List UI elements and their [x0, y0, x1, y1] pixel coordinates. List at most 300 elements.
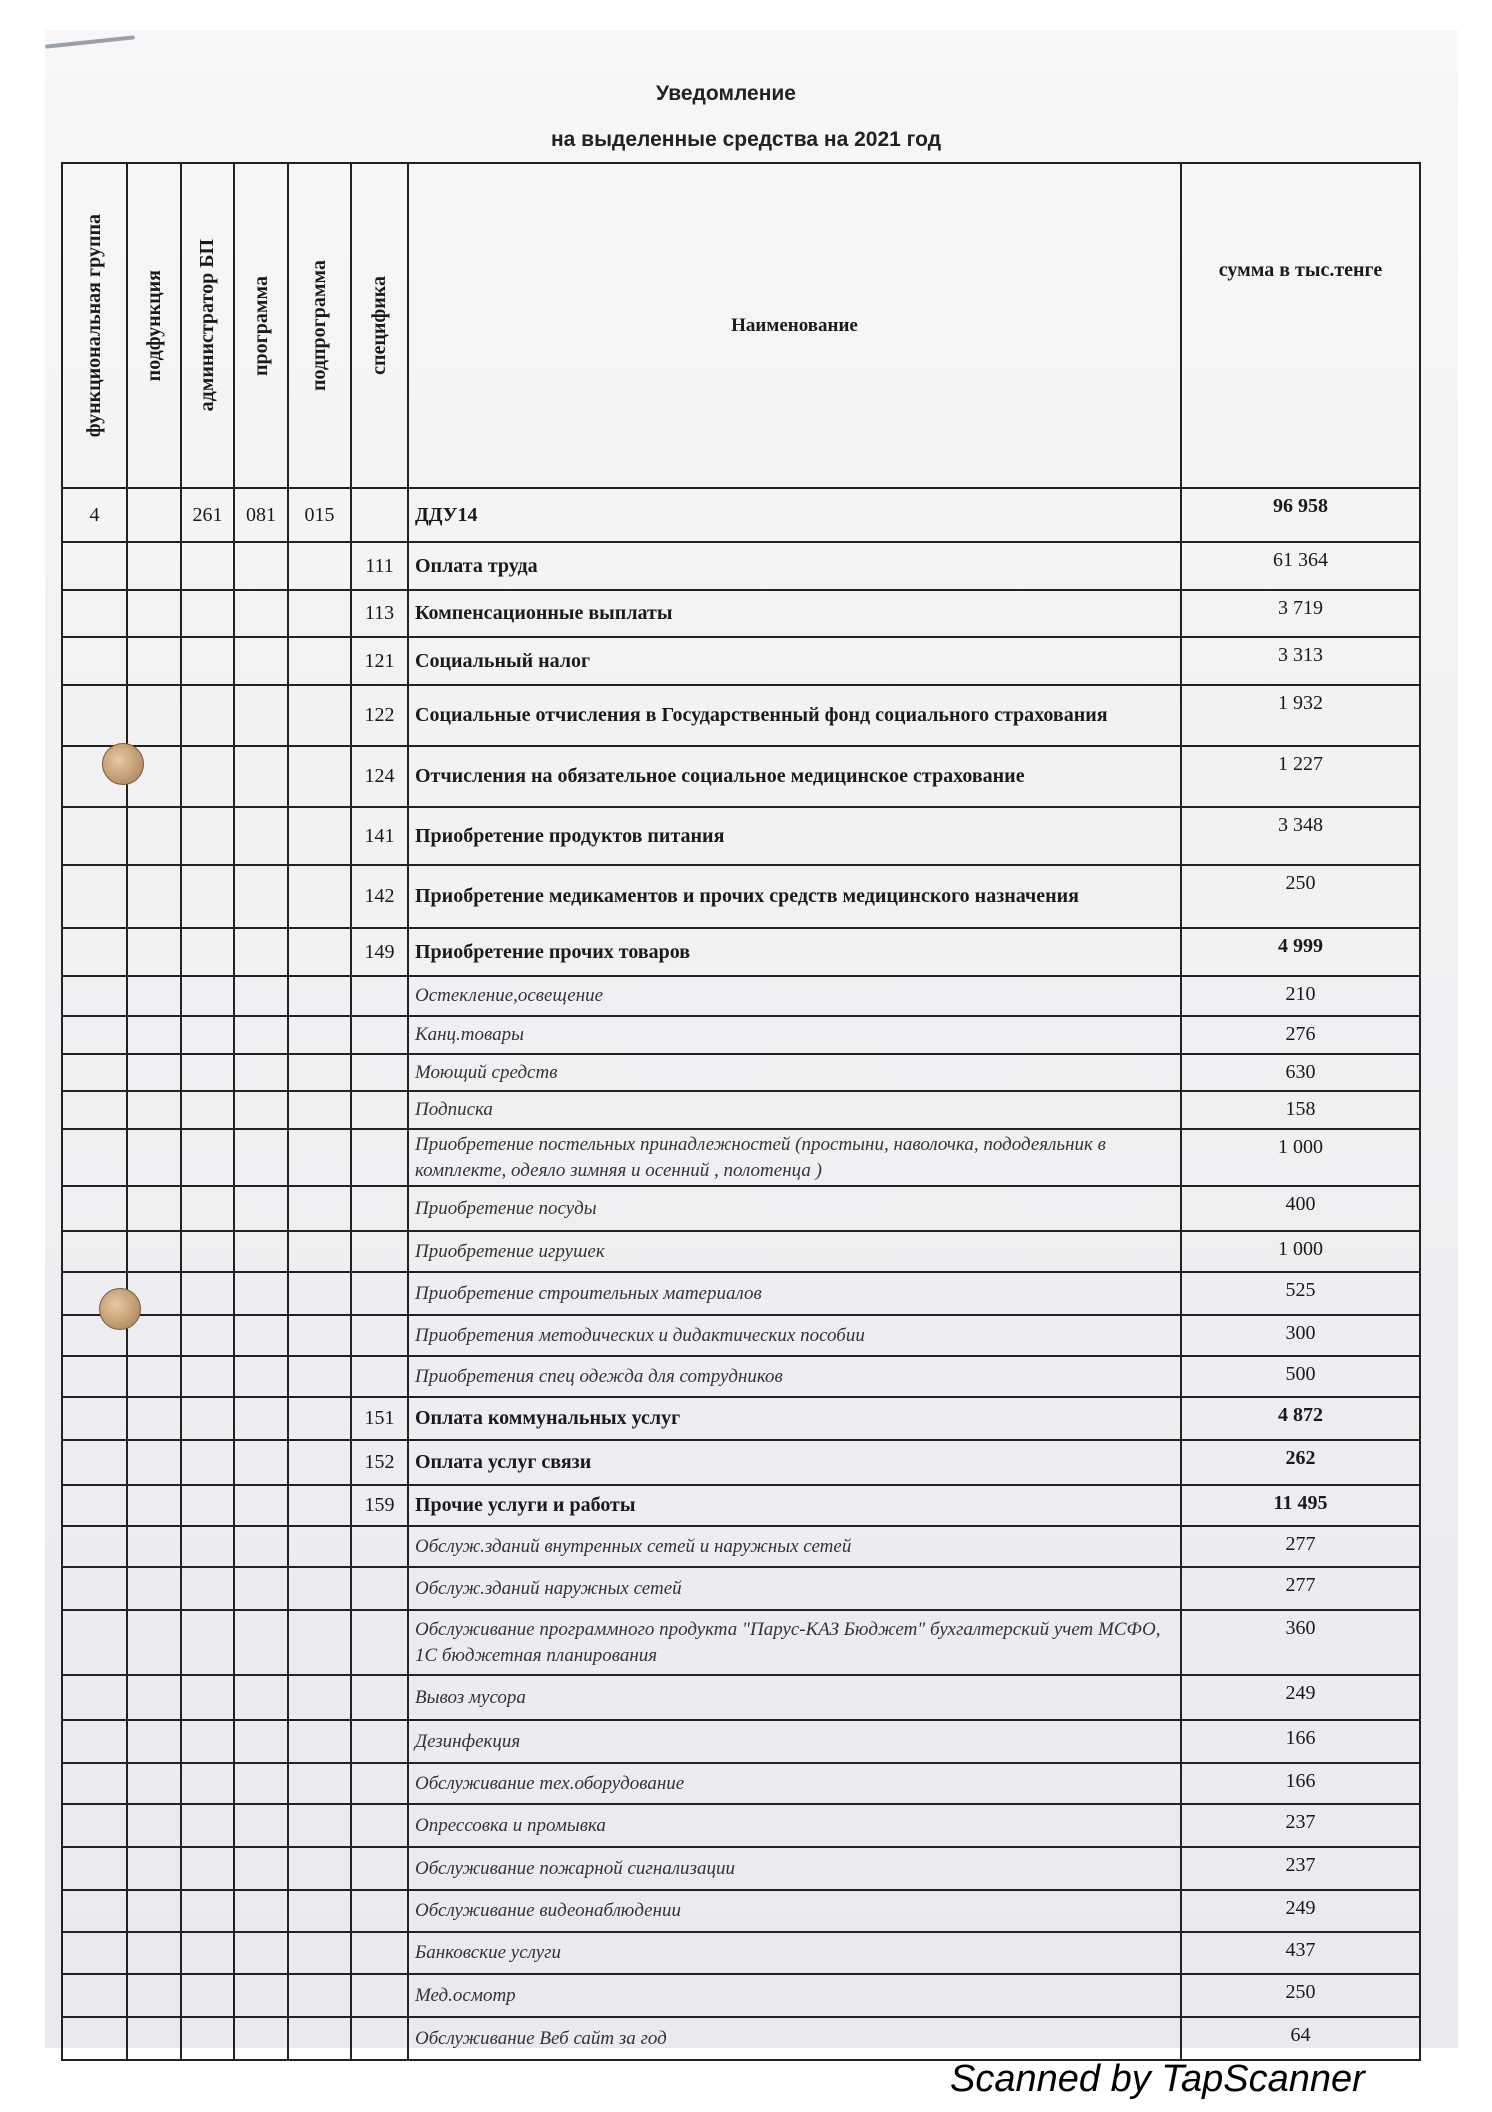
cell-subprog	[288, 1974, 351, 2017]
table-row	[62, 976, 1420, 1016]
header-administrator: администратор БП	[181, 163, 234, 488]
table-row	[62, 1231, 1420, 1272]
cell-adm	[181, 1440, 234, 1485]
cell-spec	[351, 1675, 408, 1720]
cell-prog	[234, 976, 288, 1016]
cell-pf	[127, 1091, 181, 1129]
cell-spec	[351, 1129, 408, 1186]
header-specific: специфика	[351, 163, 408, 488]
cell-spec	[351, 1356, 408, 1397]
cell-name: Обслуживание программного продукта "Парус-КАЗ Бюджет" бухгалтерский учет МСФО, 1С бюджетная планирования	[408, 1610, 1181, 1675]
cell-spec	[351, 1763, 408, 1804]
cell-spec	[351, 1720, 408, 1763]
cell-spec	[351, 1186, 408, 1231]
cell-name: Приобретение посуды	[408, 1186, 1181, 1231]
cell-prog	[234, 637, 288, 685]
table-row	[62, 637, 1420, 685]
header-sum: сумма в тыс.тенге	[1181, 163, 1420, 488]
cell-spec	[351, 1932, 408, 1974]
cell-amount: 500	[1181, 1356, 1420, 1397]
table-row	[62, 1272, 1420, 1315]
cell-amount: 96 958	[1181, 488, 1420, 542]
cell-prog	[234, 1231, 288, 1272]
cell-prog	[234, 1315, 288, 1356]
cell-spec	[351, 1016, 408, 1054]
cell-subprog	[288, 1804, 351, 1847]
cell-adm	[181, 1932, 234, 1974]
cell-pf	[127, 1186, 181, 1231]
cell-subprog	[288, 1315, 351, 1356]
cell-adm	[181, 1526, 234, 1567]
cell-subprog	[288, 685, 351, 746]
cell-prog	[234, 746, 288, 807]
cell-pf	[127, 976, 181, 1016]
cell-pf	[127, 1356, 181, 1397]
cell-adm	[181, 2017, 234, 2060]
table-header	[62, 163, 1420, 488]
cell-adm	[181, 1610, 234, 1675]
cell-spec	[351, 1231, 408, 1272]
cell-adm	[181, 1054, 234, 1091]
scanner-watermark: Scanned by TapScanner	[950, 2058, 1365, 2100]
table-row	[62, 928, 1420, 976]
cell-spec	[351, 1091, 408, 1129]
cell-pf	[127, 1763, 181, 1804]
cell-prog	[234, 1091, 288, 1129]
cell-name: Приобретение игрушек	[408, 1231, 1181, 1272]
cell-subprog	[288, 1763, 351, 1804]
cell-fg	[62, 928, 127, 976]
cell-pf	[127, 865, 181, 928]
cell-pf	[127, 488, 181, 542]
cell-pf	[127, 542, 181, 590]
cell-fg	[62, 1847, 127, 1890]
cell-prog	[234, 928, 288, 976]
cell-pf	[127, 1932, 181, 1974]
cell-spec: 124	[351, 746, 408, 807]
table-row	[62, 1974, 1420, 2017]
cell-pf	[127, 1231, 181, 1272]
cell-prog	[234, 1720, 288, 1763]
cell-spec	[351, 1567, 408, 1610]
punch-hole	[99, 1288, 141, 1330]
cell-pf	[127, 685, 181, 746]
cell-adm	[181, 1804, 234, 1847]
cell-prog	[234, 807, 288, 865]
cell-fg	[62, 1675, 127, 1720]
cell-fg	[62, 1974, 127, 2017]
cell-pf	[127, 1526, 181, 1567]
cell-name: Банковские услуги	[408, 1932, 1181, 1974]
table-row	[62, 590, 1420, 637]
cell-fg: 4	[62, 488, 127, 542]
cell-adm	[181, 1720, 234, 1763]
cell-fg	[62, 1091, 127, 1129]
cell-subprog	[288, 865, 351, 928]
cell-name: Остекление,освещение	[408, 976, 1181, 1016]
cell-adm	[181, 1356, 234, 1397]
cell-fg	[62, 1129, 127, 1186]
cell-fg	[62, 1610, 127, 1675]
cell-prog	[234, 1129, 288, 1186]
cell-subprog	[288, 1129, 351, 1186]
cell-adm: 261	[181, 488, 234, 542]
cell-name: Дезинфекция	[408, 1720, 1181, 1763]
cell-prog	[234, 590, 288, 637]
cell-name: Мед.осмотр	[408, 1974, 1181, 2017]
cell-adm	[181, 1129, 234, 1186]
cell-prog	[234, 542, 288, 590]
cell-prog	[234, 1440, 288, 1485]
cell-spec	[351, 1847, 408, 1890]
cell-name: Оплата коммунальных услуг	[408, 1397, 1181, 1440]
cell-fg	[62, 1485, 127, 1526]
cell-prog	[234, 1804, 288, 1847]
cell-name: ДДУ14	[408, 488, 1181, 542]
cell-amount: 1 227	[1181, 746, 1420, 807]
cell-subprog	[288, 590, 351, 637]
cell-adm	[181, 1186, 234, 1231]
cell-amount: 249	[1181, 1890, 1420, 1932]
table-row	[62, 1091, 1420, 1129]
cell-fg	[62, 1804, 127, 1847]
cell-subprog	[288, 1890, 351, 1932]
cell-pf	[127, 1016, 181, 1054]
cell-name: Обслуж.зданий наружных сетей	[408, 1567, 1181, 1610]
table-row	[62, 1763, 1420, 1804]
cell-spec	[351, 1272, 408, 1315]
cell-subprog	[288, 1932, 351, 1974]
cell-name: Обслуживание пожарной сигнализации	[408, 1847, 1181, 1890]
cell-subprog	[288, 637, 351, 685]
cell-subprog	[288, 1054, 351, 1091]
cell-pf	[127, 1485, 181, 1526]
cell-spec: 152	[351, 1440, 408, 1485]
cell-adm	[181, 1763, 234, 1804]
cell-subprog	[288, 1397, 351, 1440]
cell-fg	[62, 637, 127, 685]
cell-name: Приобретение прочих товаров	[408, 928, 1181, 976]
cell-prog	[234, 1054, 288, 1091]
cell-amount: 400	[1181, 1186, 1420, 1231]
cell-prog	[234, 1016, 288, 1054]
cell-subprog	[288, 1567, 351, 1610]
cell-subprog	[288, 2017, 351, 2060]
cell-spec	[351, 976, 408, 1016]
cell-fg	[62, 1720, 127, 1763]
header-subfunction: подфункция	[127, 163, 181, 488]
cell-prog	[234, 1356, 288, 1397]
cell-pf	[127, 590, 181, 637]
cell-fg	[62, 1231, 127, 1272]
cell-prog	[234, 2017, 288, 2060]
table-row	[62, 2017, 1420, 2060]
cell-prog	[234, 685, 288, 746]
cell-fg	[62, 1356, 127, 1397]
header-subprogram: подпрограмма	[288, 163, 351, 488]
table-row	[62, 1720, 1420, 1763]
cell-fg	[62, 2017, 127, 2060]
cell-amount: 166	[1181, 1763, 1420, 1804]
cell-prog	[234, 1397, 288, 1440]
cell-subprog: 015	[288, 488, 351, 542]
cell-amount: 276	[1181, 1016, 1420, 1054]
cell-subprog	[288, 1720, 351, 1763]
cell-amount: 3 719	[1181, 590, 1420, 637]
cell-fg	[62, 1186, 127, 1231]
cell-subprog	[288, 1016, 351, 1054]
cell-spec: 111	[351, 542, 408, 590]
table-row	[62, 807, 1420, 865]
cell-amount: 166	[1181, 1720, 1420, 1763]
cell-spec	[351, 1054, 408, 1091]
cell-pf	[127, 1675, 181, 1720]
header-program: программа	[234, 163, 288, 488]
cell-fg	[62, 685, 127, 746]
cell-subprog	[288, 928, 351, 976]
cell-amount: 262	[1181, 1440, 1420, 1485]
cell-spec: 159	[351, 1485, 408, 1526]
table-row	[62, 1016, 1420, 1054]
cell-pf	[127, 1567, 181, 1610]
cell-adm	[181, 542, 234, 590]
cell-adm	[181, 1315, 234, 1356]
cell-prog	[234, 1610, 288, 1675]
table-row	[62, 685, 1420, 746]
cell-prog	[234, 1974, 288, 2017]
cell-spec	[351, 1890, 408, 1932]
cell-amount: 158	[1181, 1091, 1420, 1129]
cell-amount: 277	[1181, 1567, 1420, 1610]
cell-spec	[351, 1526, 408, 1567]
cell-fg	[62, 1440, 127, 1485]
cell-prog	[234, 1272, 288, 1315]
table-row	[62, 1847, 1420, 1890]
cell-pf	[127, 807, 181, 865]
table-row	[62, 542, 1420, 590]
cell-fg	[62, 1526, 127, 1567]
table-row	[62, 1485, 1420, 1526]
cell-fg	[62, 1016, 127, 1054]
cell-subprog	[288, 1526, 351, 1567]
cell-subprog	[288, 1091, 351, 1129]
cell-name: Приобретения спец одежда для сотрудников	[408, 1356, 1181, 1397]
cell-prog	[234, 1890, 288, 1932]
cell-amount: 525	[1181, 1272, 1420, 1315]
cell-fg	[62, 1932, 127, 1974]
cell-adm	[181, 865, 234, 928]
cell-subprog	[288, 807, 351, 865]
cell-subprog	[288, 1675, 351, 1720]
cell-fg	[62, 1890, 127, 1932]
cell-fg	[62, 590, 127, 637]
cell-fg	[62, 1763, 127, 1804]
punch-hole	[102, 743, 144, 785]
cell-spec	[351, 488, 408, 542]
cell-prog	[234, 1763, 288, 1804]
cell-subprog	[288, 746, 351, 807]
table-row	[62, 1440, 1420, 1485]
table-row	[62, 746, 1420, 807]
cell-adm	[181, 928, 234, 976]
cell-subprog	[288, 1186, 351, 1231]
table-row	[62, 865, 1420, 928]
cell-subprog	[288, 1231, 351, 1272]
cell-amount: 64	[1181, 2017, 1420, 2060]
cell-prog	[234, 1526, 288, 1567]
cell-pf	[127, 1847, 181, 1890]
cell-amount: 277	[1181, 1526, 1420, 1567]
cell-adm	[181, 1675, 234, 1720]
table-row	[62, 1186, 1420, 1231]
cell-amount: 630	[1181, 1054, 1420, 1091]
cell-adm	[181, 807, 234, 865]
cell-adm	[181, 1091, 234, 1129]
cell-name: Опрессовка и промывка	[408, 1804, 1181, 1847]
cell-pf	[127, 928, 181, 976]
cell-amount: 1 000	[1181, 1231, 1420, 1272]
table-row	[62, 1356, 1420, 1397]
cell-amount: 3 313	[1181, 637, 1420, 685]
table-row	[62, 1610, 1420, 1675]
cell-amount: 249	[1181, 1675, 1420, 1720]
cell-adm	[181, 1567, 234, 1610]
cell-name: Подписка	[408, 1091, 1181, 1129]
cell-subprog	[288, 1440, 351, 1485]
cell-name: Моющий средств	[408, 1054, 1181, 1091]
cell-adm	[181, 1231, 234, 1272]
cell-spec: 149	[351, 928, 408, 976]
cell-pf	[127, 1397, 181, 1440]
cell-adm	[181, 590, 234, 637]
cell-subprog	[288, 1272, 351, 1315]
cell-prog: 081	[234, 488, 288, 542]
cell-name: Вывоз мусора	[408, 1675, 1181, 1720]
cell-amount: 237	[1181, 1847, 1420, 1890]
cell-name: Прочие услуги и работы	[408, 1485, 1181, 1526]
cell-amount: 4 872	[1181, 1397, 1420, 1440]
cell-pf	[127, 1610, 181, 1675]
table-row	[62, 1526, 1420, 1567]
cell-prog	[234, 1847, 288, 1890]
cell-spec: 151	[351, 1397, 408, 1440]
cell-prog	[234, 865, 288, 928]
cell-fg	[62, 1397, 127, 1440]
cell-subprog	[288, 976, 351, 1016]
table-row	[62, 1932, 1420, 1974]
cell-spec: 122	[351, 685, 408, 746]
cell-pf	[127, 2017, 181, 2060]
cell-subprog	[288, 1847, 351, 1890]
cell-fg	[62, 807, 127, 865]
cell-adm	[181, 1890, 234, 1932]
budget-table	[61, 162, 1421, 2061]
cell-prog	[234, 1932, 288, 1974]
table-row	[62, 1397, 1420, 1440]
cell-amount: 1 932	[1181, 685, 1420, 746]
cell-pf	[127, 1890, 181, 1932]
cell-subprog	[288, 1485, 351, 1526]
cell-adm	[181, 746, 234, 807]
cell-spec	[351, 1804, 408, 1847]
cell-name: Оплата услуг связи	[408, 1440, 1181, 1485]
cell-adm	[181, 637, 234, 685]
table-row	[62, 488, 1420, 542]
cell-adm	[181, 1016, 234, 1054]
cell-spec	[351, 1315, 408, 1356]
cell-name: Оплата труда	[408, 542, 1181, 590]
cell-amount: 250	[1181, 865, 1420, 928]
cell-name: Отчисления на обязательное социальное медицинское страхование	[408, 746, 1181, 807]
cell-name: Приобретение постельных принадлежностей (простыни, наволочка, пододеяльник в комплекте, одеяло зимняя и осенний , полотенца )	[408, 1129, 1181, 1186]
cell-amount: 437	[1181, 1932, 1420, 1974]
cell-spec: 142	[351, 865, 408, 928]
cell-pf	[127, 1804, 181, 1847]
document-title: Уведомление	[655, 82, 796, 105]
cell-name: Приобретение строительных материалов	[408, 1272, 1181, 1315]
table-row	[62, 1315, 1420, 1356]
cell-amount: 360	[1181, 1610, 1420, 1675]
cell-adm	[181, 1847, 234, 1890]
cell-adm	[181, 976, 234, 1016]
cell-spec: 113	[351, 590, 408, 637]
cell-name: Социальный налог	[408, 637, 1181, 685]
cell-adm	[181, 1485, 234, 1526]
cell-pf	[127, 1440, 181, 1485]
table-row	[62, 1567, 1420, 1610]
cell-pf	[127, 637, 181, 685]
cell-pf	[127, 1974, 181, 2017]
cell-name: Компенсационные выплаты	[408, 590, 1181, 637]
cell-adm	[181, 685, 234, 746]
cell-subprog	[288, 1356, 351, 1397]
cell-spec: 121	[351, 637, 408, 685]
cell-prog	[234, 1567, 288, 1610]
cell-fg	[62, 542, 127, 590]
table-row	[62, 1129, 1420, 1186]
cell-amount: 1 000	[1181, 1129, 1420, 1186]
table-row	[62, 1890, 1420, 1932]
cell-prog	[234, 1675, 288, 1720]
cell-fg	[62, 976, 127, 1016]
table-row	[62, 1804, 1420, 1847]
table-row	[62, 1054, 1420, 1091]
cell-name: Обслуживание Веб сайт за год	[408, 2017, 1181, 2060]
cell-amount: 61 364	[1181, 542, 1420, 590]
cell-amount: 237	[1181, 1804, 1420, 1847]
cell-amount: 210	[1181, 976, 1420, 1016]
cell-name: Приобретения методических и дидактических пособии	[408, 1315, 1181, 1356]
cell-fg	[62, 1567, 127, 1610]
table-row	[62, 1675, 1420, 1720]
cell-amount: 3 348	[1181, 807, 1420, 865]
cell-name: Канц.товары	[408, 1016, 1181, 1054]
cell-name: Обслуж.зданий внутренных сетей и наружных сетей	[408, 1526, 1181, 1567]
cell-name: Обслуживание тех.оборудование	[408, 1763, 1181, 1804]
cell-name: Приобретение продуктов питания	[408, 807, 1181, 865]
cell-name: Социальные отчисления в Государственный фонд социального страхования	[408, 685, 1181, 746]
cell-adm	[181, 1397, 234, 1440]
cell-prog	[234, 1485, 288, 1526]
cell-subprog	[288, 1610, 351, 1675]
cell-adm	[181, 1272, 234, 1315]
cell-amount: 250	[1181, 1974, 1420, 2017]
cell-prog	[234, 1186, 288, 1231]
cell-fg	[62, 865, 127, 928]
cell-pf	[127, 1720, 181, 1763]
header-name: Наименование	[408, 163, 1181, 488]
cell-spec: 141	[351, 807, 408, 865]
